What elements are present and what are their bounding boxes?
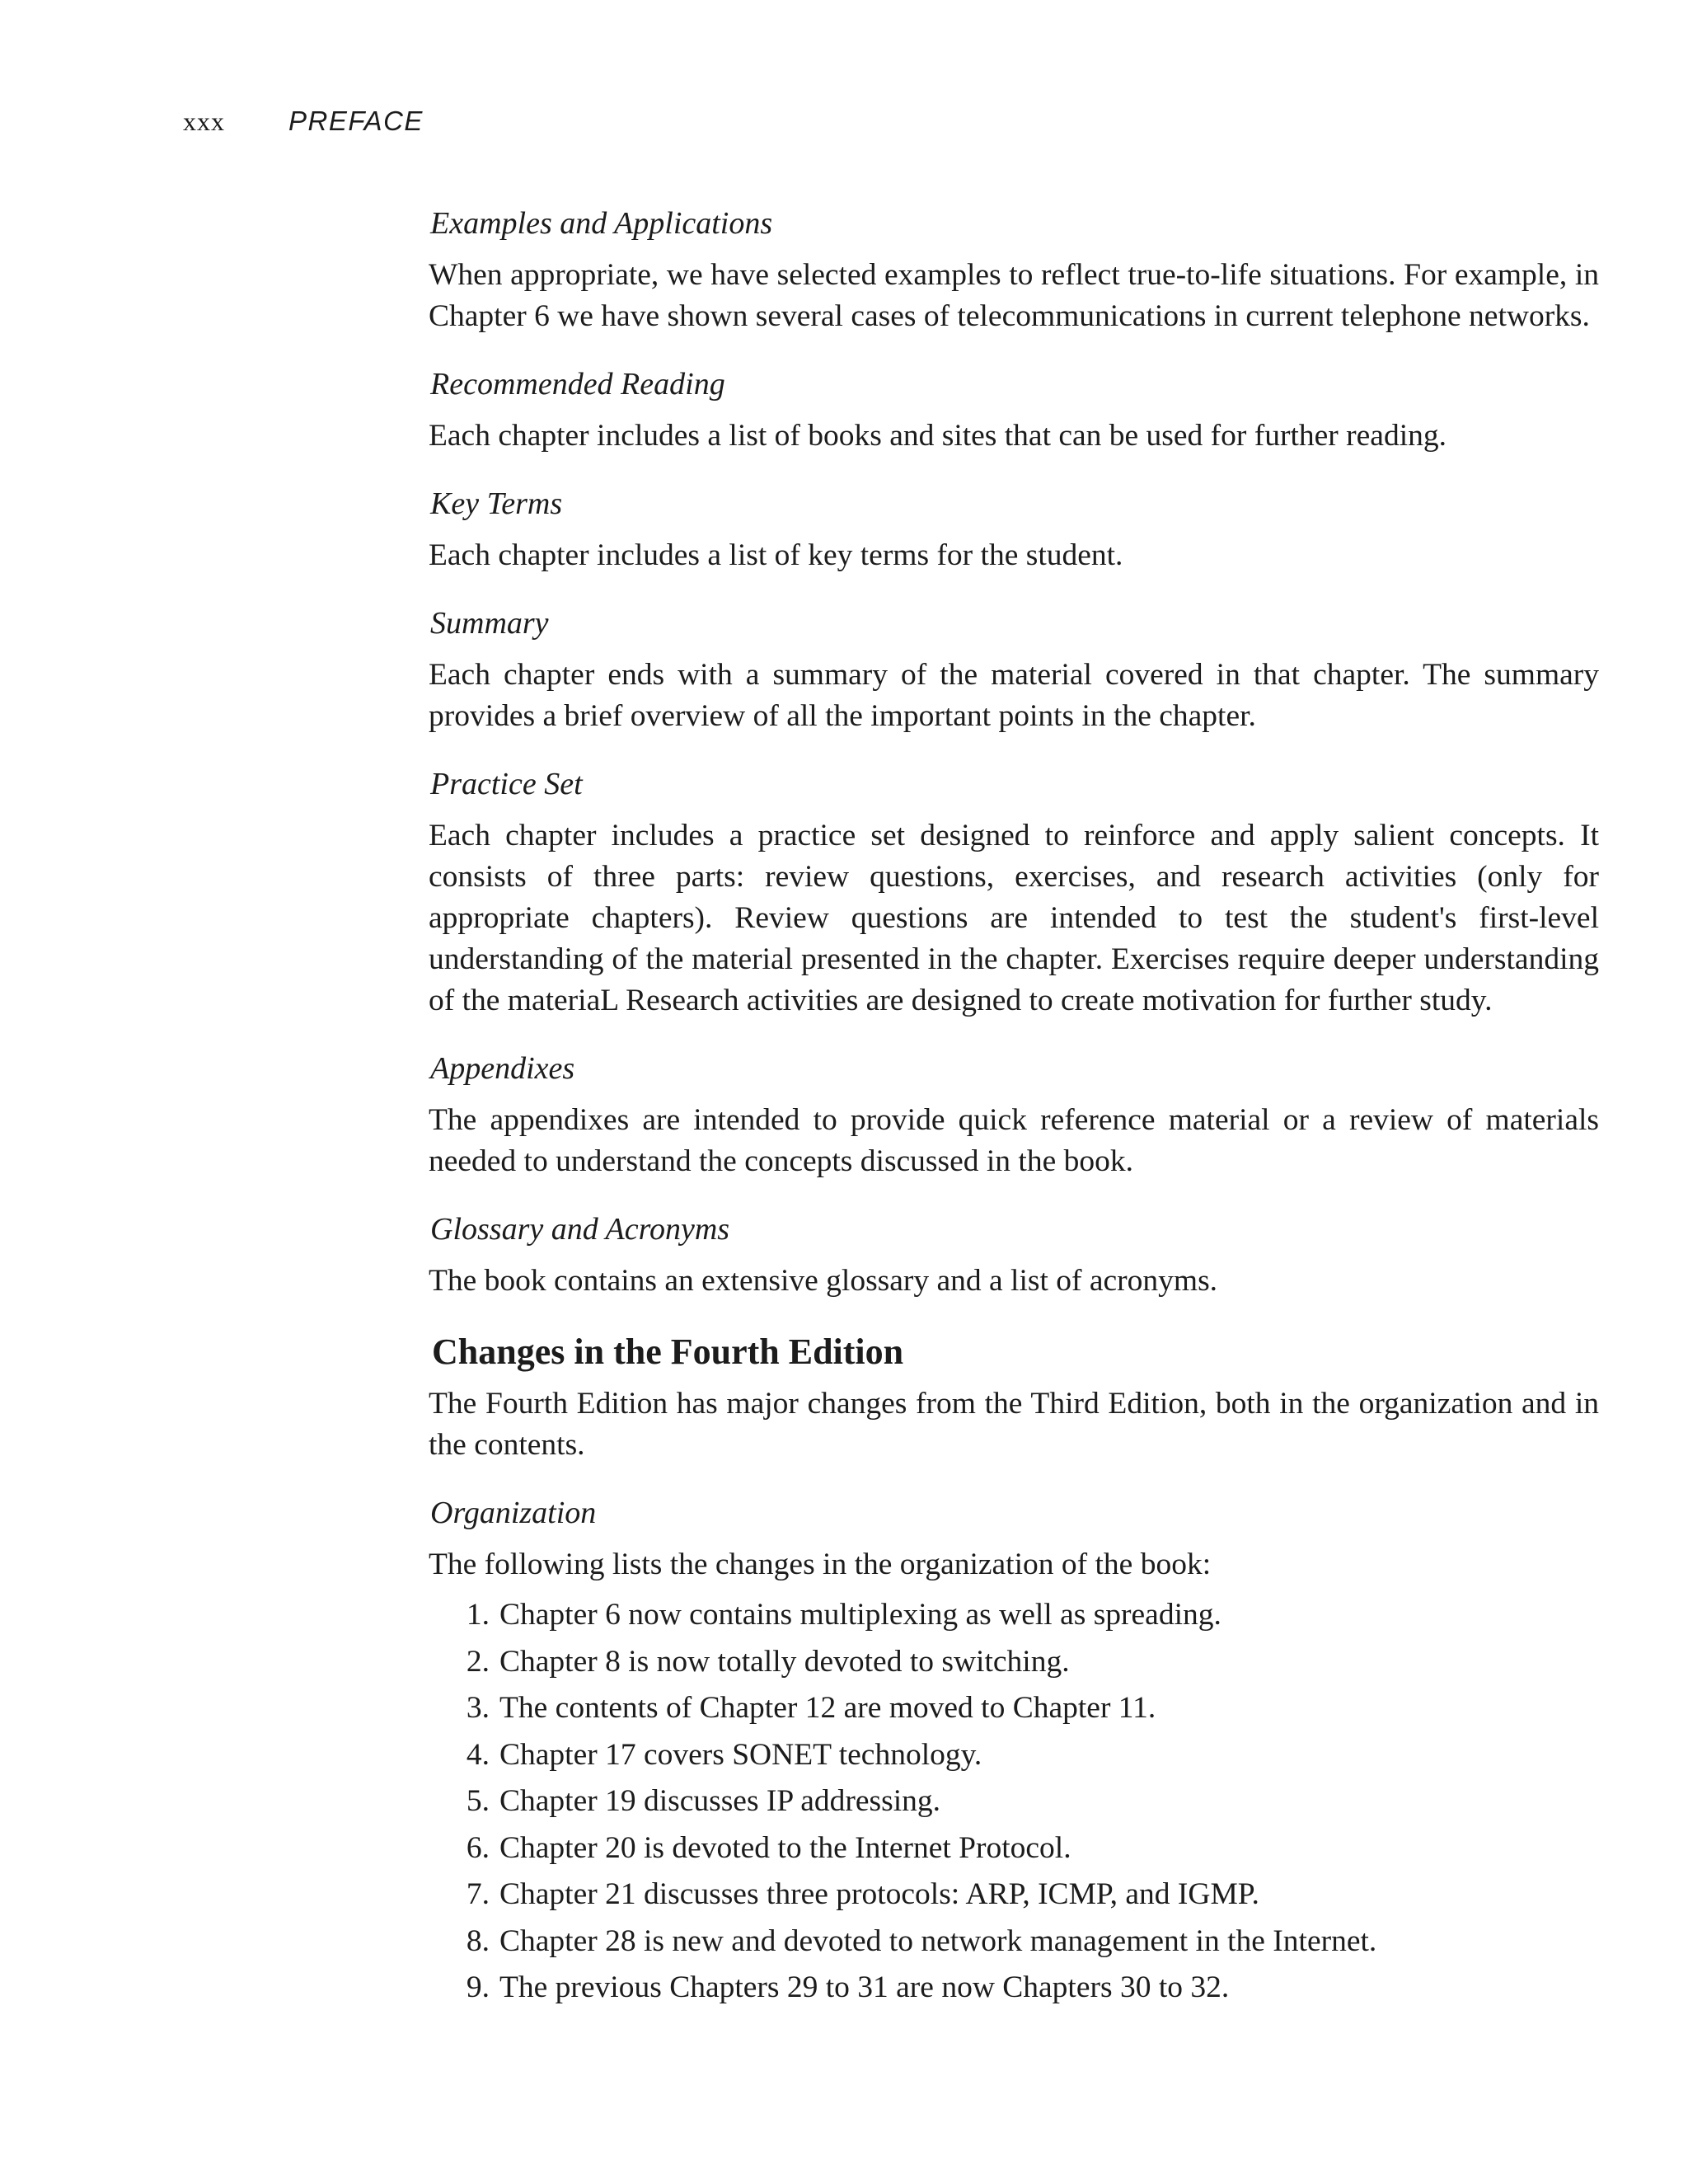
- list-item: [429, 1592, 1599, 1639]
- list-item: [429, 1778, 1599, 1825]
- list-number: 5.: [466, 1784, 490, 1818]
- list-item: [429, 1872, 1599, 1919]
- organization-changes-list: [429, 1592, 1599, 2012]
- list-text: Chapter 17 covers SONET technology.: [499, 1737, 982, 1772]
- section-summary: [429, 604, 1599, 737]
- section-body: The book contains an extensive glossary and a list of acronyms.: [429, 1264, 1218, 1298]
- section-heading: Practice Set: [430, 767, 583, 801]
- list-text: The contents of Chapter 12 are moved to Chapter 11.: [499, 1691, 1156, 1725]
- section-body: When appropriate, we have selected examples to reflect true-to-life situations. For example, in Chapter 6 we have shown several cases of telecommunications in current telephone networks.: [429, 258, 1599, 333]
- section-heading: Examples and Applications: [430, 206, 773, 241]
- list-item: [429, 1732, 1599, 1779]
- section-practice-set: [429, 764, 1599, 1022]
- list-number: 2.: [466, 1644, 490, 1679]
- section-recommended-reading: [429, 364, 1599, 457]
- section-body: Each chapter includes a list of books and sites that can be used for further reading.: [429, 419, 1447, 453]
- section-examples-and-applications: [429, 204, 1599, 337]
- section-heading: Recommended Reading: [430, 367, 725, 402]
- list-number: 3.: [466, 1691, 490, 1725]
- section-body: The Fourth Edition has major changes from the Third Edition, both in the organization and in the contents.: [429, 1387, 1599, 1462]
- section-changes-fourth-edition: [429, 1329, 1599, 1466]
- list-item: [429, 1919, 1599, 1966]
- running-head-title: PREFACE: [288, 106, 424, 136]
- section-organization: [429, 1493, 1599, 2012]
- section-body: Each chapter includes a practice set designed to reinforce and apply salient concepts. It consists of three parts: review questions, exercises, and research activities (only for appropriate chapters). Review questions are intended to test the student's first-level understanding of the material presented in the chapter. Exercises require deeper understanding of the materiaL Research activities are designed to create motivation for further study.: [429, 819, 1599, 1017]
- section-glossary-and-acronyms: [429, 1209, 1599, 1302]
- major-heading: Changes in the Fourth Edition: [432, 1332, 904, 1372]
- section-heading: Summary: [430, 606, 549, 641]
- list-text: Chapter 21 discusses three protocols: ARP, ICMP, and IGMP.: [499, 1877, 1259, 1911]
- list-text: Chapter 20 is devoted to the Internet Protocol.: [499, 1830, 1071, 1865]
- section-heading: Glossary and Acronyms: [430, 1212, 730, 1247]
- list-number: 6.: [466, 1830, 490, 1865]
- list-number: 9.: [466, 1970, 490, 2004]
- list-item: [429, 1639, 1599, 1686]
- list-text: Chapter 8 is now totally devoted to switching.: [499, 1644, 1070, 1679]
- page-number: xxx: [183, 106, 225, 136]
- list-text: The previous Chapters 29 to 31 are now Chapters 30 to 32.: [499, 1970, 1230, 2004]
- running-head: [183, 106, 424, 139]
- section-body: Each chapter includes a list of key terms for the student.: [429, 538, 1123, 572]
- list-text: Chapter 6 now contains multiplexing as well as spreading.: [499, 1598, 1221, 1632]
- list-text: Chapter 28 is new and devoted to network management in the Internet.: [499, 1923, 1377, 1958]
- page-content: [429, 204, 1599, 2039]
- list-item: [429, 1825, 1599, 1872]
- section-body: The appendixes are intended to provide quick reference material or a review of materials needed to understand the concepts discussed in the book.: [429, 1103, 1599, 1178]
- list-number: 1.: [466, 1598, 490, 1632]
- list-item: [429, 1965, 1599, 2012]
- section-key-terms: [429, 484, 1599, 576]
- section-body: The following lists the changes in the organization of the book:: [429, 1548, 1212, 1581]
- list-number: 4.: [466, 1737, 490, 1772]
- list-item: [429, 1685, 1599, 1732]
- list-number: 7.: [466, 1877, 490, 1911]
- list-text: Chapter 19 discusses IP addressing.: [499, 1784, 940, 1818]
- section-body: Each chapter ends with a summary of the material covered in that chapter. The summary provides a brief overview of all the important points in the chapter.: [429, 658, 1599, 733]
- list-number: 8.: [466, 1923, 490, 1958]
- section-heading: Organization: [430, 1496, 597, 1530]
- section-heading: Key Terms: [430, 486, 563, 521]
- section-appendixes: [429, 1049, 1599, 1182]
- section-heading: Appendixes: [430, 1051, 575, 1086]
